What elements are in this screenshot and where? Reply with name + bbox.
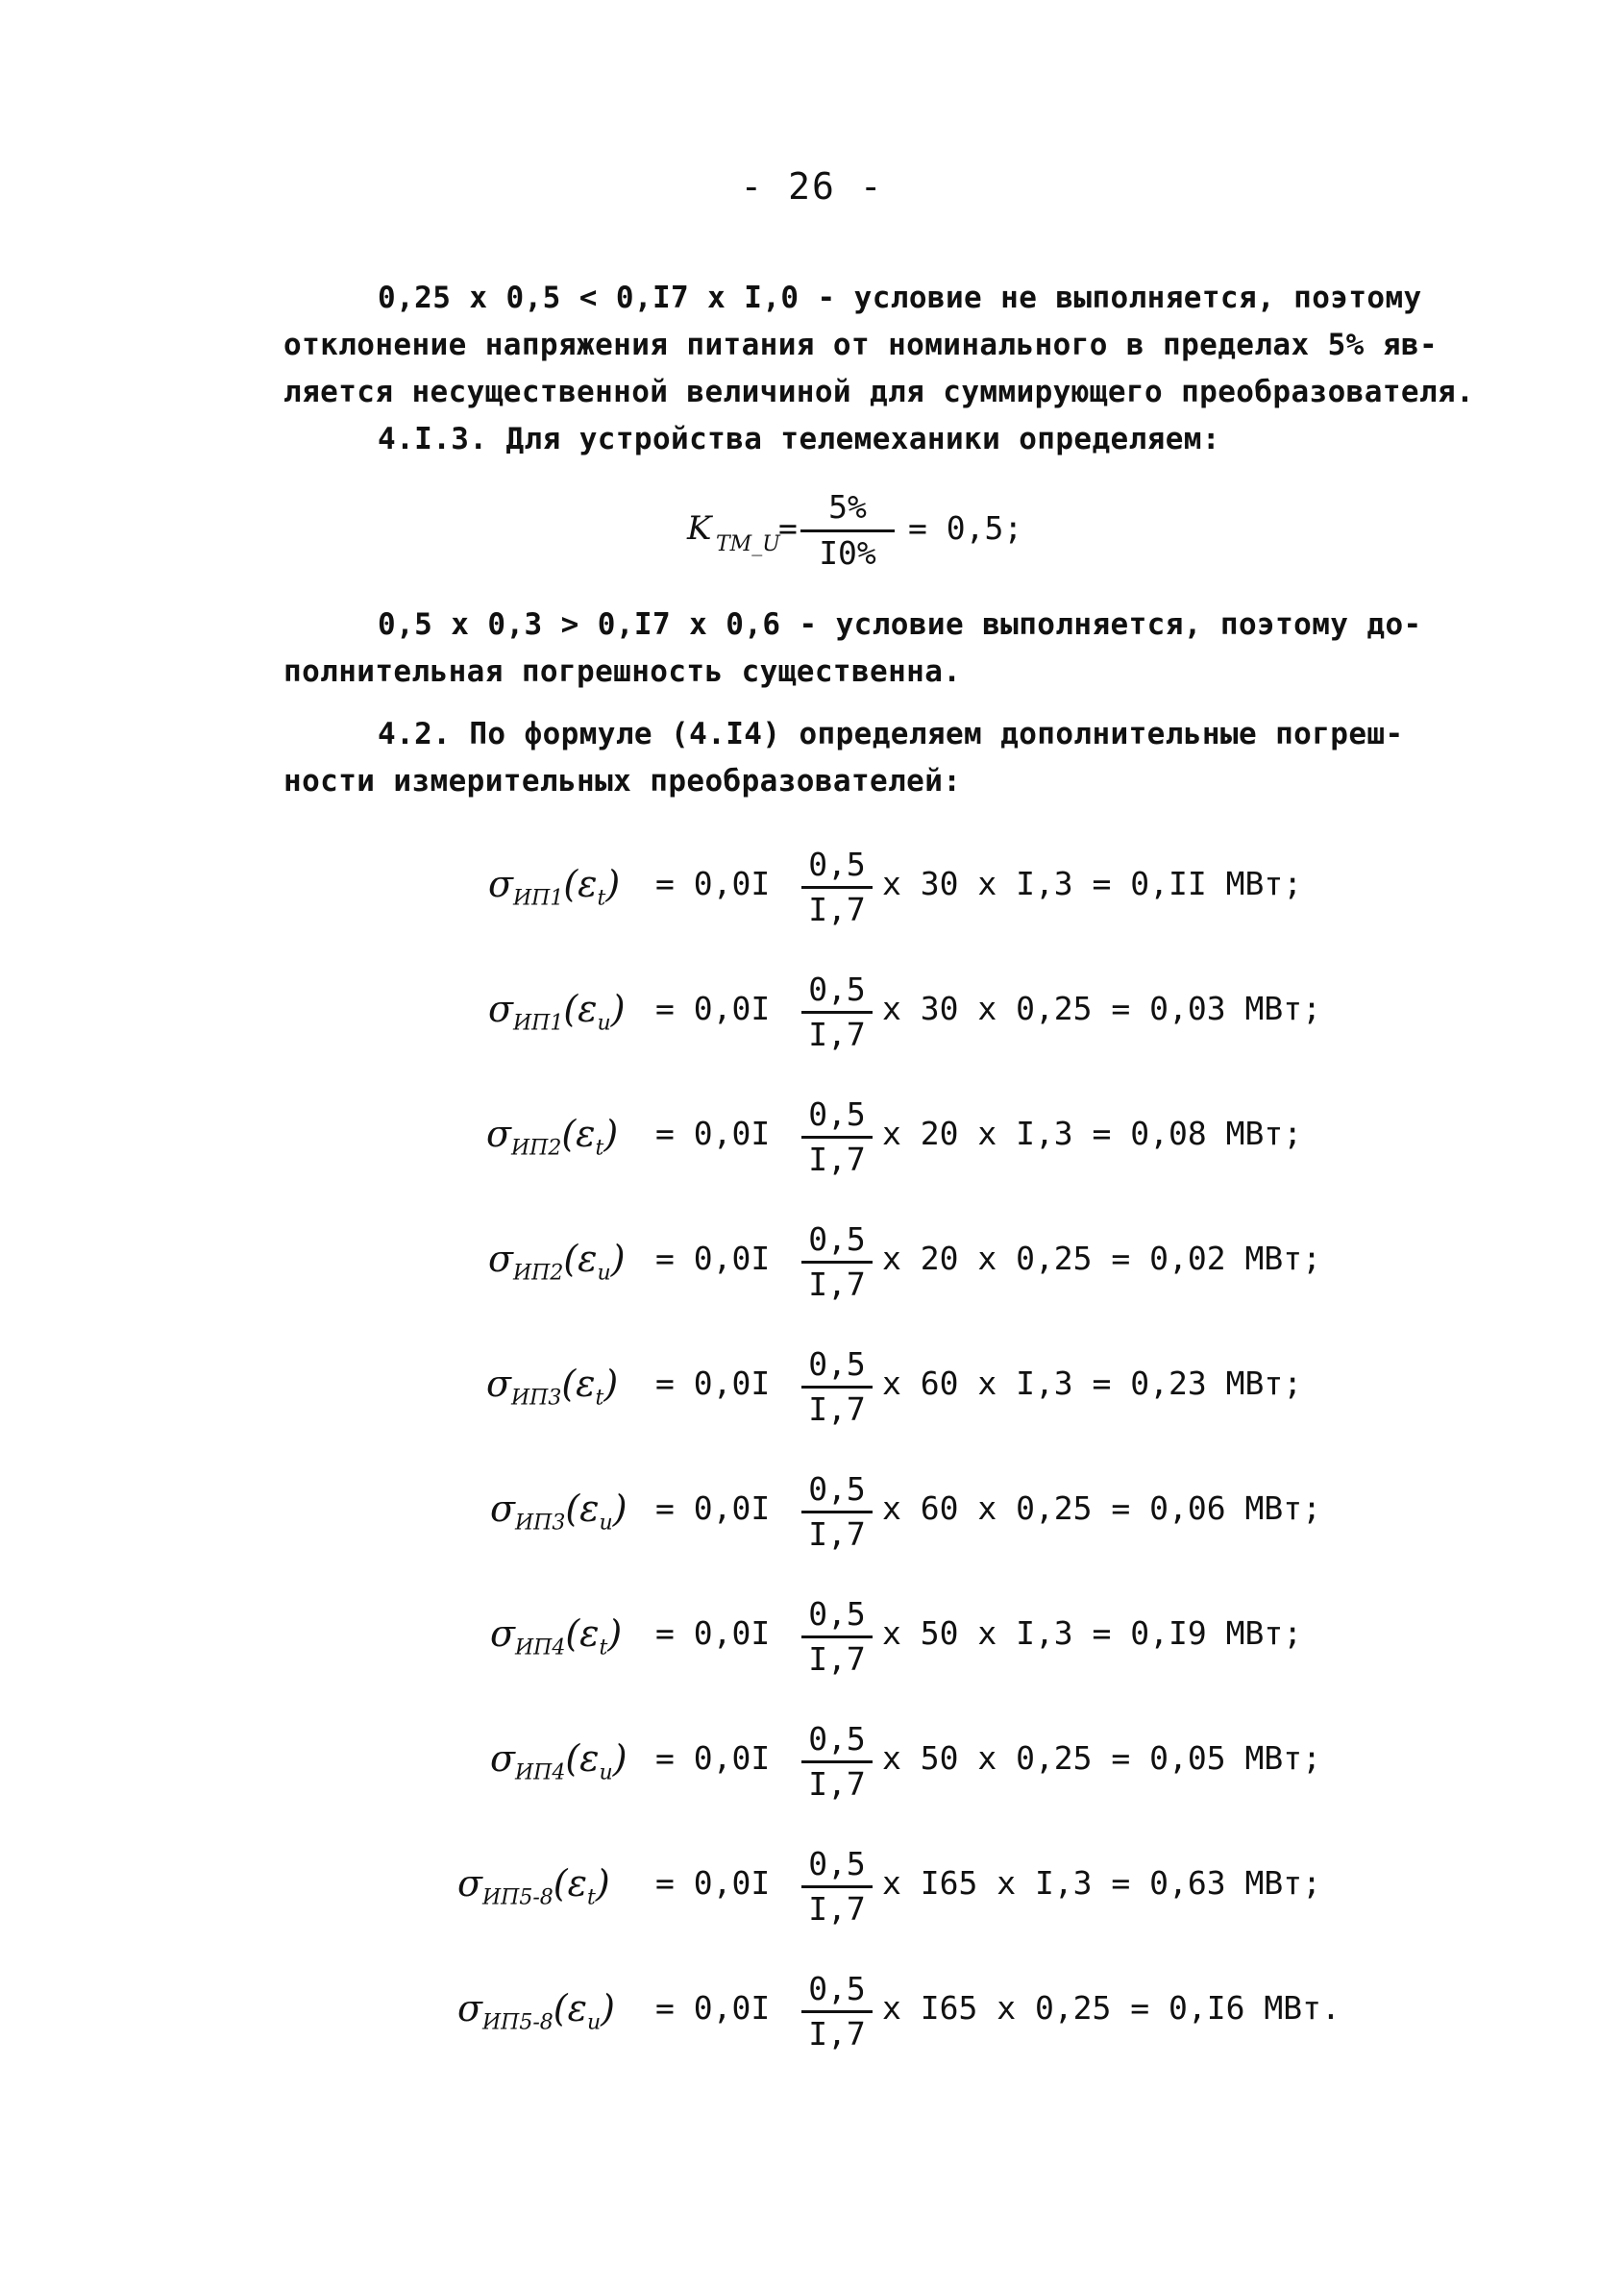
sigma-subscript: ИП4 (514, 1635, 566, 1660)
sigma-expression (457, 1862, 610, 1910)
coefficient: = 0,0I (655, 1989, 771, 2027)
fraction-numerator: 0,5 (801, 1220, 873, 1264)
equation-row (452, 846, 1509, 951)
coefficient: = 0,0I (655, 1240, 771, 1277)
epsilon-argument: (ε (553, 1987, 587, 2029)
k-subscript: TM_U (716, 532, 780, 556)
sigma-expression (488, 988, 626, 1036)
sigma-expression (486, 1113, 618, 1161)
page-number: - 26 - (740, 165, 884, 208)
equation-result: x I65 x 0,25 = 0,I6 МВт. (882, 1989, 1341, 2027)
coefficient: = 0,0I (655, 990, 771, 1027)
sigma-expression (490, 1612, 622, 1660)
paragraph-line: ности измерительных преобразователей: (283, 764, 962, 799)
fraction-denominator: I,7 (808, 1016, 866, 1053)
k-denominator: I0% (819, 534, 876, 572)
coefficient: = 0,0I (655, 1864, 771, 1902)
closing-paren: ) (603, 1113, 619, 1155)
paragraph-condition-2 (283, 602, 1513, 696)
sigma-expression (490, 1737, 627, 1785)
equation-row (452, 1595, 1509, 1701)
sigma-symbol: σ (457, 1862, 482, 1905)
sigma-expression (457, 1987, 615, 2035)
paragraph-line: 4.2. По формуле (4.I4) определяем дополнительные погреш- (378, 717, 1404, 751)
epsilon-argument: (ε (563, 863, 598, 905)
equation-result: x 30 x 0,25 = 0,03 МВт; (882, 990, 1321, 1027)
fraction (801, 1220, 873, 1303)
paragraph-condition-1 (283, 275, 1513, 463)
fraction (801, 971, 873, 1053)
fraction (801, 1970, 873, 2053)
sigma-subscript: ИП2 (510, 1136, 562, 1161)
paragraph-line: полнительная погрешность существенна. (283, 654, 962, 689)
equation-row (452, 1470, 1509, 1576)
sigma-subscript: ИП2 (512, 1261, 564, 1286)
fraction-denominator: I,7 (808, 891, 866, 928)
fraction-numerator: 0,5 (801, 1970, 873, 2013)
fraction-numerator: 0,5 (801, 1595, 873, 1638)
sigma-symbol: σ (488, 988, 513, 1030)
epsilon-argument: (ε (565, 1737, 600, 1780)
epsilon-argument: (ε (565, 1488, 600, 1530)
sigma-symbol: σ (490, 1612, 515, 1655)
coefficient: = 0,0I (655, 1115, 771, 1152)
sigma-symbol: σ (486, 1363, 511, 1405)
paragraph-line: 0,25 x 0,5 < 0,I7 x I,0 - условие не выполняется, поэтому (378, 281, 1422, 315)
closing-paren: ) (605, 863, 621, 905)
sigma-subscript: ИП1 (512, 1011, 564, 1036)
fraction (801, 1595, 873, 1678)
sigma-subscript: ИП3 (510, 1386, 562, 1411)
fraction (801, 1095, 873, 1178)
equation-row (452, 1345, 1509, 1451)
fraction-denominator: I,7 (808, 1515, 866, 1553)
epsilon-subscript: u (586, 2010, 602, 2035)
epsilon-subscript: t (599, 1635, 608, 1660)
equation-result: x 60 x I,3 = 0,23 МВт; (882, 1365, 1303, 1402)
equation-result: x 50 x 0,25 = 0,05 МВт; (882, 1739, 1321, 1777)
fraction-denominator: I,7 (808, 1890, 866, 1928)
fraction-numerator: 0,5 (801, 846, 873, 889)
closing-paren: ) (610, 1238, 626, 1280)
closing-paren: ) (603, 1363, 619, 1405)
sigma-subscript: ИП1 (512, 886, 564, 911)
coefficient: = 0,0I (655, 1614, 771, 1652)
fraction (801, 1720, 873, 1803)
epsilon-argument: (ε (561, 1113, 596, 1155)
epsilon-subscript: t (595, 1386, 604, 1411)
section-heading-4-1-3: 4.I.3. Для устройства телемеханики определяем: (378, 422, 1220, 456)
fraction-denominator: I,7 (808, 1765, 866, 1803)
coefficient: = 0,0I (655, 1489, 771, 1527)
k-result: = 0,5; (908, 509, 1023, 547)
k-symbol: K (687, 509, 712, 548)
sigma-subscript: ИП5-8 (481, 1885, 554, 1910)
sigma-subscript: ИП3 (514, 1511, 566, 1536)
fraction (801, 1345, 873, 1428)
equation-result: x 30 x I,3 = 0,II МВт; (882, 865, 1303, 902)
closing-paren: ) (601, 1987, 615, 2029)
fraction-denominator: I,7 (808, 1390, 866, 1428)
coefficient: = 0,0I (655, 1365, 771, 1402)
fraction-denominator: I,7 (808, 1640, 866, 1678)
closing-paren: ) (595, 1862, 610, 1905)
k-equals: = (778, 509, 798, 547)
closing-paren: ) (607, 1612, 623, 1655)
equation-result: x 20 x 0,25 = 0,02 МВт; (882, 1240, 1321, 1277)
epsilon-subscript: u (599, 1511, 613, 1536)
fraction-numerator: 0,5 (801, 1720, 873, 1763)
fraction-numerator: 0,5 (801, 1470, 873, 1513)
equation-row (452, 1720, 1509, 1826)
equation-result: x I65 x I,3 = 0,63 МВт; (882, 1864, 1321, 1902)
epsilon-subscript: t (586, 1885, 596, 1910)
k-numerator: 5% (800, 488, 895, 532)
sigma-symbol: σ (457, 1987, 482, 2029)
fraction-denominator: I,7 (808, 1141, 866, 1178)
epsilon-subscript: u (597, 1011, 611, 1036)
epsilon-argument: (ε (561, 1363, 596, 1405)
sigma-expression (486, 1363, 618, 1411)
epsilon-argument: (ε (553, 1862, 587, 1905)
epsilon-argument: (ε (565, 1612, 600, 1655)
epsilon-subscript: u (599, 1760, 613, 1785)
fraction (801, 846, 873, 928)
closing-paren: ) (612, 1488, 627, 1530)
coefficient: = 0,0I (655, 865, 771, 902)
equation-row (452, 1845, 1509, 1951)
equation-result: x 20 x I,3 = 0,08 МВт; (882, 1115, 1303, 1152)
paragraph-line: 0,5 x 0,3 > 0,I7 x 0,6 - условие выполняется, поэтому до- (378, 607, 1422, 642)
sigma-expression (490, 1488, 627, 1536)
k-fraction (800, 488, 895, 572)
sigma-subscript: ИП4 (514, 1760, 566, 1785)
epsilon-argument: (ε (563, 988, 598, 1030)
equation-row (452, 971, 1509, 1076)
equation-row (452, 1970, 1509, 2076)
closing-paren: ) (610, 988, 626, 1030)
paragraph-line: отклонение напряжения питания от номинального в пределах 5% яв- (283, 328, 1439, 362)
fraction-numerator: 0,5 (801, 1095, 873, 1139)
sigma-subscript: ИП5-8 (481, 2010, 554, 2035)
sigma-symbol: σ (490, 1488, 515, 1530)
fraction-denominator: I,7 (808, 1266, 866, 1303)
sigma-symbol: σ (488, 1238, 513, 1280)
sigma-expression (488, 1238, 626, 1286)
sigma-expression (488, 863, 620, 911)
coefficient: = 0,0I (655, 1739, 771, 1777)
sigma-symbol: σ (486, 1113, 511, 1155)
equation-row (452, 1095, 1509, 1201)
paragraph-line: ляется несущественной величиной для суммирующего преобразователя. (283, 375, 1475, 409)
fraction-numerator: 0,5 (801, 971, 873, 1014)
sigma-symbol: σ (488, 863, 513, 905)
epsilon-subscript: t (595, 1136, 604, 1161)
epsilon-subscript: u (597, 1261, 611, 1286)
epsilon-subscript: t (597, 886, 606, 911)
equation-row (452, 1220, 1509, 1326)
fraction (801, 1470, 873, 1553)
fraction-numerator: 0,5 (801, 1845, 873, 1888)
equation-result: x 50 x I,3 = 0,I9 МВт; (882, 1614, 1303, 1652)
sigma-symbol: σ (490, 1737, 515, 1780)
closing-paren: ) (612, 1737, 627, 1780)
paragraph-4-2 (283, 711, 1513, 805)
fraction-numerator: 0,5 (801, 1345, 873, 1389)
epsilon-argument: (ε (563, 1238, 598, 1280)
fraction (801, 1845, 873, 1928)
fraction-denominator: I,7 (808, 2015, 866, 2053)
equation-result: x 60 x 0,25 = 0,06 МВт; (882, 1489, 1321, 1527)
